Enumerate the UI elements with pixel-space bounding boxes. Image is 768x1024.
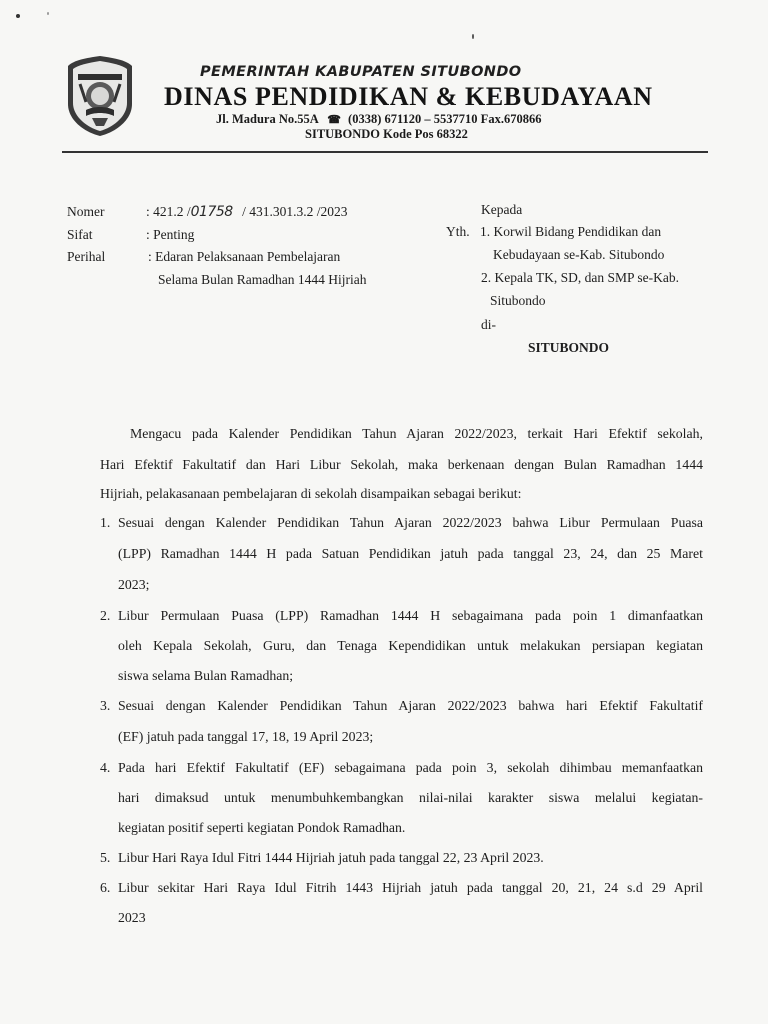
city-postal: SITUBONDO Kode Pos 68322: [305, 127, 468, 141]
list-item-number: 1.: [100, 515, 111, 530]
perihal-line2: Selama Bulan Ramadhan 1444 Hijriah: [158, 272, 367, 287]
yth-label: Yth.: [446, 224, 470, 239]
list-item-line: Pada hari Efektif Fakultatif (EF) sebagaimana pada poin 3, sekolah dihimbau memanfaatkan: [118, 760, 703, 775]
intro-line-3: Hijriah, pelakasanaan pembelajaran di sekolah disampaikan sebagai berikut:: [100, 486, 522, 501]
list-item-line: hari dimaksud untuk menumbuhkembangkan nilai-nilai karakter siswa melalui kegiatan-: [118, 790, 703, 805]
nomor-handwritten: 01758: [190, 204, 233, 220]
scan-speck: [16, 14, 20, 18]
list-item-number: 4.: [100, 760, 111, 775]
recipient-1-line1: 1. Korwil Bidang Pendidikan dan: [480, 224, 662, 239]
intro-line-1: Mengacu pada Kalender Pendidikan Tahun Ajaran 2022/2023, terkait Hari Efektif sekolah,: [130, 426, 703, 441]
recipient-2-line1: 2. Kepala TK, SD, dan SMP se-Kab.: [481, 270, 679, 285]
list-item-line: 2023;: [118, 577, 150, 592]
government-name: PEMERINTAH KABUPATEN SITUBONDO: [200, 64, 522, 80]
list-item-line: 2023: [118, 910, 146, 925]
recipient-1-line2: Kebudayaan se-Kab. Situbondo: [493, 247, 665, 262]
nomor-value: [146, 204, 347, 220]
perihal-label: Perihal: [67, 249, 106, 264]
recipient-2-line2: Situbondo: [490, 293, 546, 308]
kepada-label: Kepada: [481, 202, 523, 217]
letterhead-divider: [62, 151, 708, 153]
telephone-icon: ☎: [327, 114, 341, 126]
sifat-label: Sifat: [67, 227, 93, 242]
list-item-line: siswa selama Bulan Ramadhan;: [118, 668, 294, 683]
list-item-line: Libur sekitar Hari Raya Idul Fitrih 1443 Hijriah jatuh pada tanggal 20, 21, 24 s.d 29 April: [118, 880, 703, 895]
list-item-line: Sesuai dengan Kalender Pendidikan Tahun Ajaran 2022/2023 bahwa Libur Permulaan Puasa: [118, 515, 703, 530]
list-item-number: 3.: [100, 698, 111, 713]
agency-name: DINAS PENDIDIKAN & KEBUDAYAAN: [164, 82, 653, 111]
list-item-line: (EF) jatuh pada tanggal 17, 18, 19 April 2023;: [118, 729, 374, 744]
list-item-number: 2.: [100, 608, 111, 623]
address-line: [216, 112, 646, 127]
list-item-number: 6.: [100, 880, 111, 895]
perihal-line1: : Edaran Pelaksanaan Pembelajaran: [148, 249, 341, 264]
scan-speck: [472, 34, 474, 39]
intro-line-2: Hari Efektif Fakultatif dan Hari Libur Sekolah, maka berkenaan dengan Bulan Ramadhan 1444: [100, 457, 703, 472]
street-address: Jl. Madura No.55A: [216, 112, 319, 126]
list-item-line: kegiatan positif seperti kegiatan Pondok Ramadhan.: [118, 820, 406, 835]
sifat-value: : Penting: [146, 227, 195, 242]
list-item-line: Libur Permulaan Puasa (LPP) Ramadhan 1444 H sebagaimana pada poin 1 dimanfaatkan: [118, 608, 703, 623]
regency-emblem-logo: [64, 54, 136, 138]
di-label: di-: [481, 317, 496, 332]
nomor-label: Nomer: [67, 204, 105, 219]
scan-speck: [47, 12, 49, 15]
list-item-line: Sesuai dengan Kalender Pendidikan Tahun Ajaran 2022/2023 bahwa hari Efektif Fakultatif: [118, 698, 703, 713]
phone-fax: (0338) 671120 – 5537710 Fax.670866: [348, 112, 542, 126]
list-item-line: Libur Hari Raya Idul Fitri 1444 Hijriah jatuh pada tanggal 22, 23 April 2023.: [118, 850, 544, 865]
nomor-suffix: / 431.301.3.2 /2023: [242, 204, 348, 219]
list-item-line: oleh Kepala Sekolah, Guru, dan Tenaga Kependidikan untuk melakukan persiapan kegiatan: [118, 638, 703, 653]
recipient-place: SITUBONDO: [528, 340, 610, 355]
list-item-line: (LPP) Ramadhan 1444 H pada Satuan Pendidikan jatuh pada tanggal 23, 24, dan 25 Maret: [118, 546, 703, 561]
nomor-prefix: : 421.2 /: [146, 204, 191, 219]
list-item-number: 5.: [100, 850, 111, 865]
